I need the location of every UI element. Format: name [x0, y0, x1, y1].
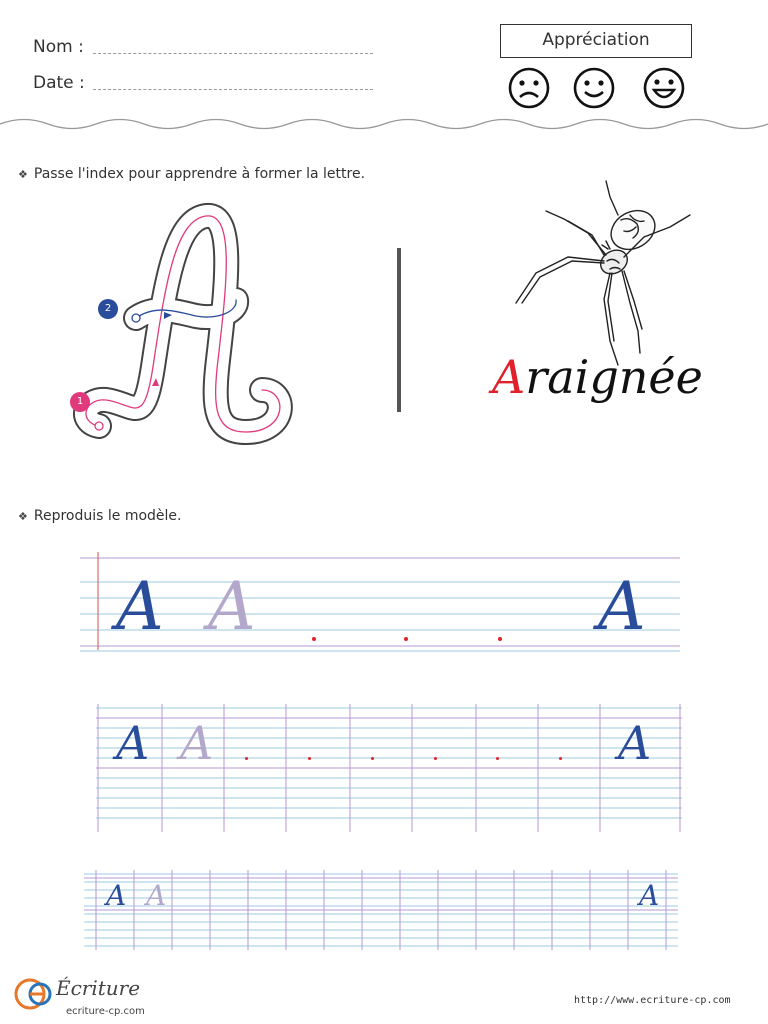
trace-letter-3: A — [146, 879, 167, 912]
name-label: Nom : — [33, 37, 84, 57]
happy-face-icon[interactable] — [642, 66, 686, 110]
start-dot — [404, 637, 408, 641]
trace-letter-2: A — [180, 716, 214, 770]
sad-face-icon[interactable] — [507, 66, 551, 110]
separator — [397, 248, 401, 412]
footer-url[interactable]: http://www.ecriture-cp.com — [574, 995, 731, 1006]
logo-icon — [12, 972, 58, 1018]
model-letter-3: A — [106, 879, 127, 912]
start-dot — [559, 757, 562, 760]
logo-title: Écriture — [56, 976, 141, 1000]
model-letter-2: A — [116, 716, 150, 770]
smile-face-icon[interactable] — [572, 66, 616, 110]
diamond-bullet-icon: ❖ — [18, 168, 28, 181]
step-2-marker: 2 — [98, 299, 118, 319]
trace-letter-a[interactable] — [66, 200, 306, 460]
word-initial: A — [492, 350, 526, 404]
date-label: Date : — [33, 73, 85, 93]
date-field[interactable] — [93, 89, 373, 90]
instruction-trace: ❖ Passe l'index pour apprendre à former la lettre. — [18, 166, 366, 182]
step-1-marker: 1 — [70, 392, 90, 412]
start-dot — [312, 637, 316, 641]
name-field[interactable] — [93, 53, 373, 54]
model-letter-end-3: A — [639, 879, 660, 912]
word-rest: raignée — [525, 350, 703, 404]
appreciation-box: Appréciation — [500, 24, 692, 58]
start-dot — [434, 757, 437, 760]
spider-icon — [506, 175, 696, 370]
start-dot — [371, 757, 374, 760]
logo-site: ecriture-cp.com — [66, 1006, 145, 1017]
start-dot — [496, 757, 499, 760]
diamond-bullet-icon: ❖ — [18, 510, 28, 523]
model-letter-1: A — [116, 568, 164, 645]
practice-row-large[interactable] — [80, 550, 680, 660]
start-dot — [245, 757, 248, 760]
model-letter-end-1: A — [598, 568, 646, 645]
practice-row-small[interactable] — [84, 870, 678, 950]
start-dot — [498, 637, 502, 641]
model-letter-end-2: A — [618, 716, 652, 770]
instruction-copy: ❖ Reproduis le modèle. — [18, 508, 182, 524]
wavy-divider — [0, 113, 768, 135]
start-dot — [308, 757, 311, 760]
trace-letter-1: A — [208, 568, 256, 645]
spider-word — [492, 350, 703, 404]
